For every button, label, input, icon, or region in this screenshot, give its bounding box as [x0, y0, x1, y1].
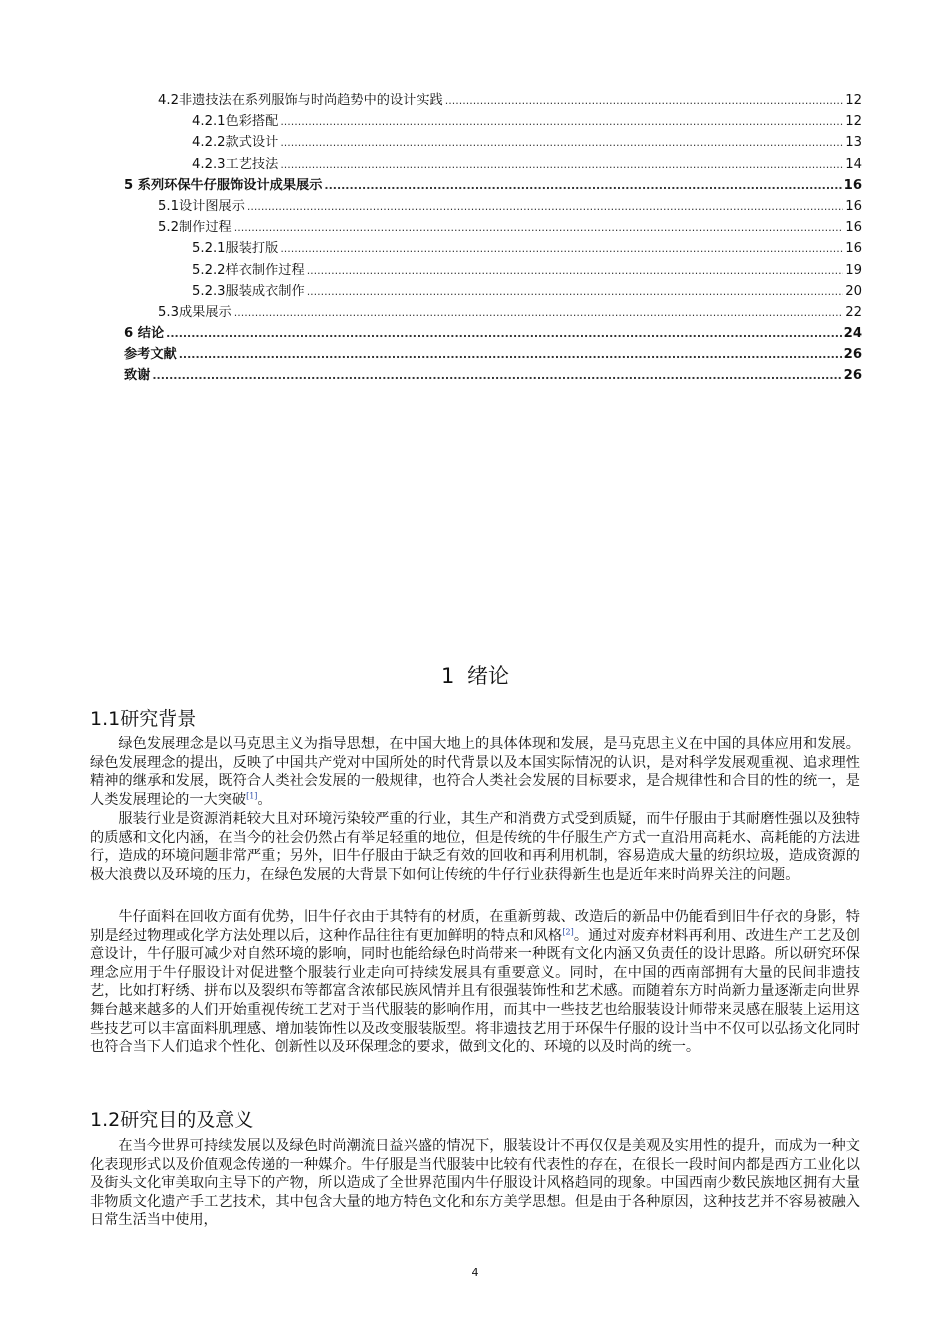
toc-entry-page: 16 [845, 198, 862, 214]
toc-entry[interactable] [124, 302, 862, 323]
toc-entry[interactable] [124, 154, 862, 175]
toc-leader-dots [280, 238, 843, 259]
toc-entry[interactable] [124, 111, 862, 132]
toc-entry-page: 16 [845, 241, 862, 257]
paragraph: 服装行业是资源消耗较大且对环境污染较严重的行业，其生产和消费方式受到质疑，而牛仔服由于其耐磨性强以及独特的质感和文化内涵，在当今的社会仍然占有举足轻重的地位，但是传统的牛仔服生产方式一直沿用高耗水、高耗能的方法进行，造成的环境问题非常严重；另外，旧牛仔服由于缺乏有效的回收和再利用机制，容易造成大量的纺织垃圾，造成资源的极大浪费以及环境的压力，在绿色发展的大背景下如何让传统的牛仔行业获得新生也是近年来时尚界关注的问题。 [90, 811, 860, 883]
toc-entry[interactable] [124, 132, 862, 153]
toc-entry[interactable] [124, 90, 862, 111]
toc-entry[interactable] [124, 260, 862, 281]
page-number: 4 [471, 1266, 479, 1279]
toc-entry-label: 4.2非遗技法在系列服饰与时尚趋势中的设计实践 [158, 93, 443, 108]
toc-entry-page: 20 [845, 283, 862, 299]
toc-entry-page: 12 [845, 93, 862, 108]
toc-entry-label: 5.3成果展示 [158, 304, 232, 320]
toc-entry-label: 6 结论 [124, 326, 165, 342]
toc-leader-dots [179, 344, 842, 365]
table-of-contents [124, 90, 862, 387]
section-heading: 1.1研究背景 [90, 708, 197, 730]
toc-leader-dots [280, 132, 843, 153]
toc-entry-label: 4.2.2款式设计 [192, 135, 279, 151]
toc-leader-dots [280, 154, 843, 175]
chapter-name: 绪论 [467, 664, 510, 688]
toc-entry-label: 5.2.1服装打版 [192, 241, 279, 257]
toc-entry-label: 致谢 [124, 368, 151, 384]
toc-entry-page: 13 [845, 135, 862, 151]
toc-leader-dots [324, 175, 841, 196]
paragraph-text: 绿色发展理念是以马克思主义为指导思想，在中国大地上的具体体现和发展，是马克思主义在中国的具体应用和发展。绿色发展理念的提出，反映了中国共产党对中国所处的时代背景以及本国实际情况的认识，是对科学发展观重视、追求理性精神的继承和发展，既符合人类社会发展的一般规律，也符合人类社会发展的目标要求，是合规律性和合目的性的统一，是人类发展理论的一大突破 [90, 736, 860, 808]
toc-entry-page: 19 [845, 262, 862, 278]
toc-leader-dots [307, 281, 844, 302]
toc-entry[interactable] [124, 323, 862, 344]
toc-entry[interactable] [124, 365, 862, 386]
toc-entry-label: 5.2.2样衣制作过程 [192, 262, 305, 278]
toc-entry[interactable] [124, 238, 862, 259]
toc-entry[interactable] [124, 344, 862, 365]
paragraph-text: 。通过对废弃材料再利用、改进生产工艺及创意设计，牛仔服可减少对自然环境的影响，同时也能给绿色时尚带来一种既有文化内涵又负责任的设计思路。所以研究环保理念应用于牛仔服设计对促进整个服装行业走向可持续发展具有重要意义。同时，在中国的西南部拥有大量的民间非遗技艺，比如打籽绣、拼布以及裂织布等都富含浓郁民族风情并且有很强装饰性和艺术感。而随着东方时尚新力量逐渐走向世界舞台越来越多的人们开始重视传统工艺对于当代服装的影响作用，而其中一些技艺也给服装设计师带来灵感在服装上运用这些技艺可以丰富面料肌理感、增加装饰性以及改变服装版型。将非遗技艺用于环保牛仔服的设计当中不仅可以弘扬文化同时也符合当下人们追求个性化、创新性以及环保理念的要求，做到文化的、环境的以及时尚的统一。 [90, 927, 860, 1056]
toc-entry[interactable] [124, 175, 862, 196]
toc-entry-label: 5.2制作过程 [158, 220, 232, 236]
toc-entry-page: 12 [845, 114, 862, 130]
toc-entry-page: 16 [845, 220, 862, 236]
toc-entry[interactable] [124, 217, 862, 238]
paragraph: 在当今世界可持续发展以及绿色时尚潮流日益兴盛的情况下，服装设计不再仅仅是美观及实用性的提升，而成为一种文化表现形式以及价值观念传递的一种媒介。牛仔服是当代服装中比较有代表性的存在，在很长一段时间内都是西方工业化以及街头文化审美取向主导下的产物，所以造成了全世界范围内牛仔服设计风格趋同的现象。中国西南少数民族地区拥有大量非物质文化遗产手工艺技术，其中包含大量的地方特色文化和东方美学思想。但是由于各种原因，这种技艺并不容易被融入日常生活当中使用， [90, 1138, 860, 1229]
toc-entry-label: 5 系列环保牛仔服饰设计成果展示 [124, 177, 323, 193]
toc-entry-page: 26 [843, 368, 862, 384]
toc-entry-label: 4.2.1色彩搭配 [192, 114, 279, 130]
toc-leader-dots [247, 196, 843, 217]
chapter-number: 1 [440, 664, 455, 688]
toc-entry-page: 26 [843, 347, 862, 363]
toc-entry[interactable] [124, 196, 862, 217]
toc-leader-dots [166, 323, 841, 344]
paragraph [90, 908, 860, 1057]
toc-entry-page: 24 [843, 326, 862, 342]
chapter-title [0, 660, 950, 690]
toc-entry-label: 4.2.3工艺技法 [192, 156, 279, 172]
citation-ref[interactable]: [2] [562, 926, 574, 936]
toc-leader-dots [280, 111, 843, 132]
toc-leader-dots [152, 365, 841, 386]
toc-entry-label: 5.1设计图展示 [158, 198, 245, 214]
section-heading: 1.2研究目的及意义 [90, 1109, 254, 1131]
paragraph [90, 735, 860, 809]
toc-entry[interactable] [124, 281, 862, 302]
toc-leader-dots [234, 302, 843, 323]
toc-entry-page: 14 [845, 156, 862, 172]
paragraph-text: 。 [257, 791, 272, 808]
toc-entry-page: 16 [843, 177, 862, 193]
toc-entry-page: 22 [845, 304, 862, 320]
toc-leader-dots [445, 90, 843, 111]
toc-leader-dots [234, 217, 843, 238]
toc-entry-label: 参考文献 [124, 347, 177, 363]
citation-ref[interactable]: [1] [246, 791, 258, 801]
paragraph-text: 牛仔面料在回收方面有优势，旧牛仔衣由于其特有的材质，在重新剪裁、改造后的新品中仍能看到旧牛仔衣的身影，特别是经过物理或化学方法处理以后，这种作品往往有更加鲜明的特点和风格 [90, 909, 860, 944]
toc-entry-label: 5.2.3服装成衣制作 [192, 283, 305, 299]
toc-leader-dots [307, 260, 844, 281]
